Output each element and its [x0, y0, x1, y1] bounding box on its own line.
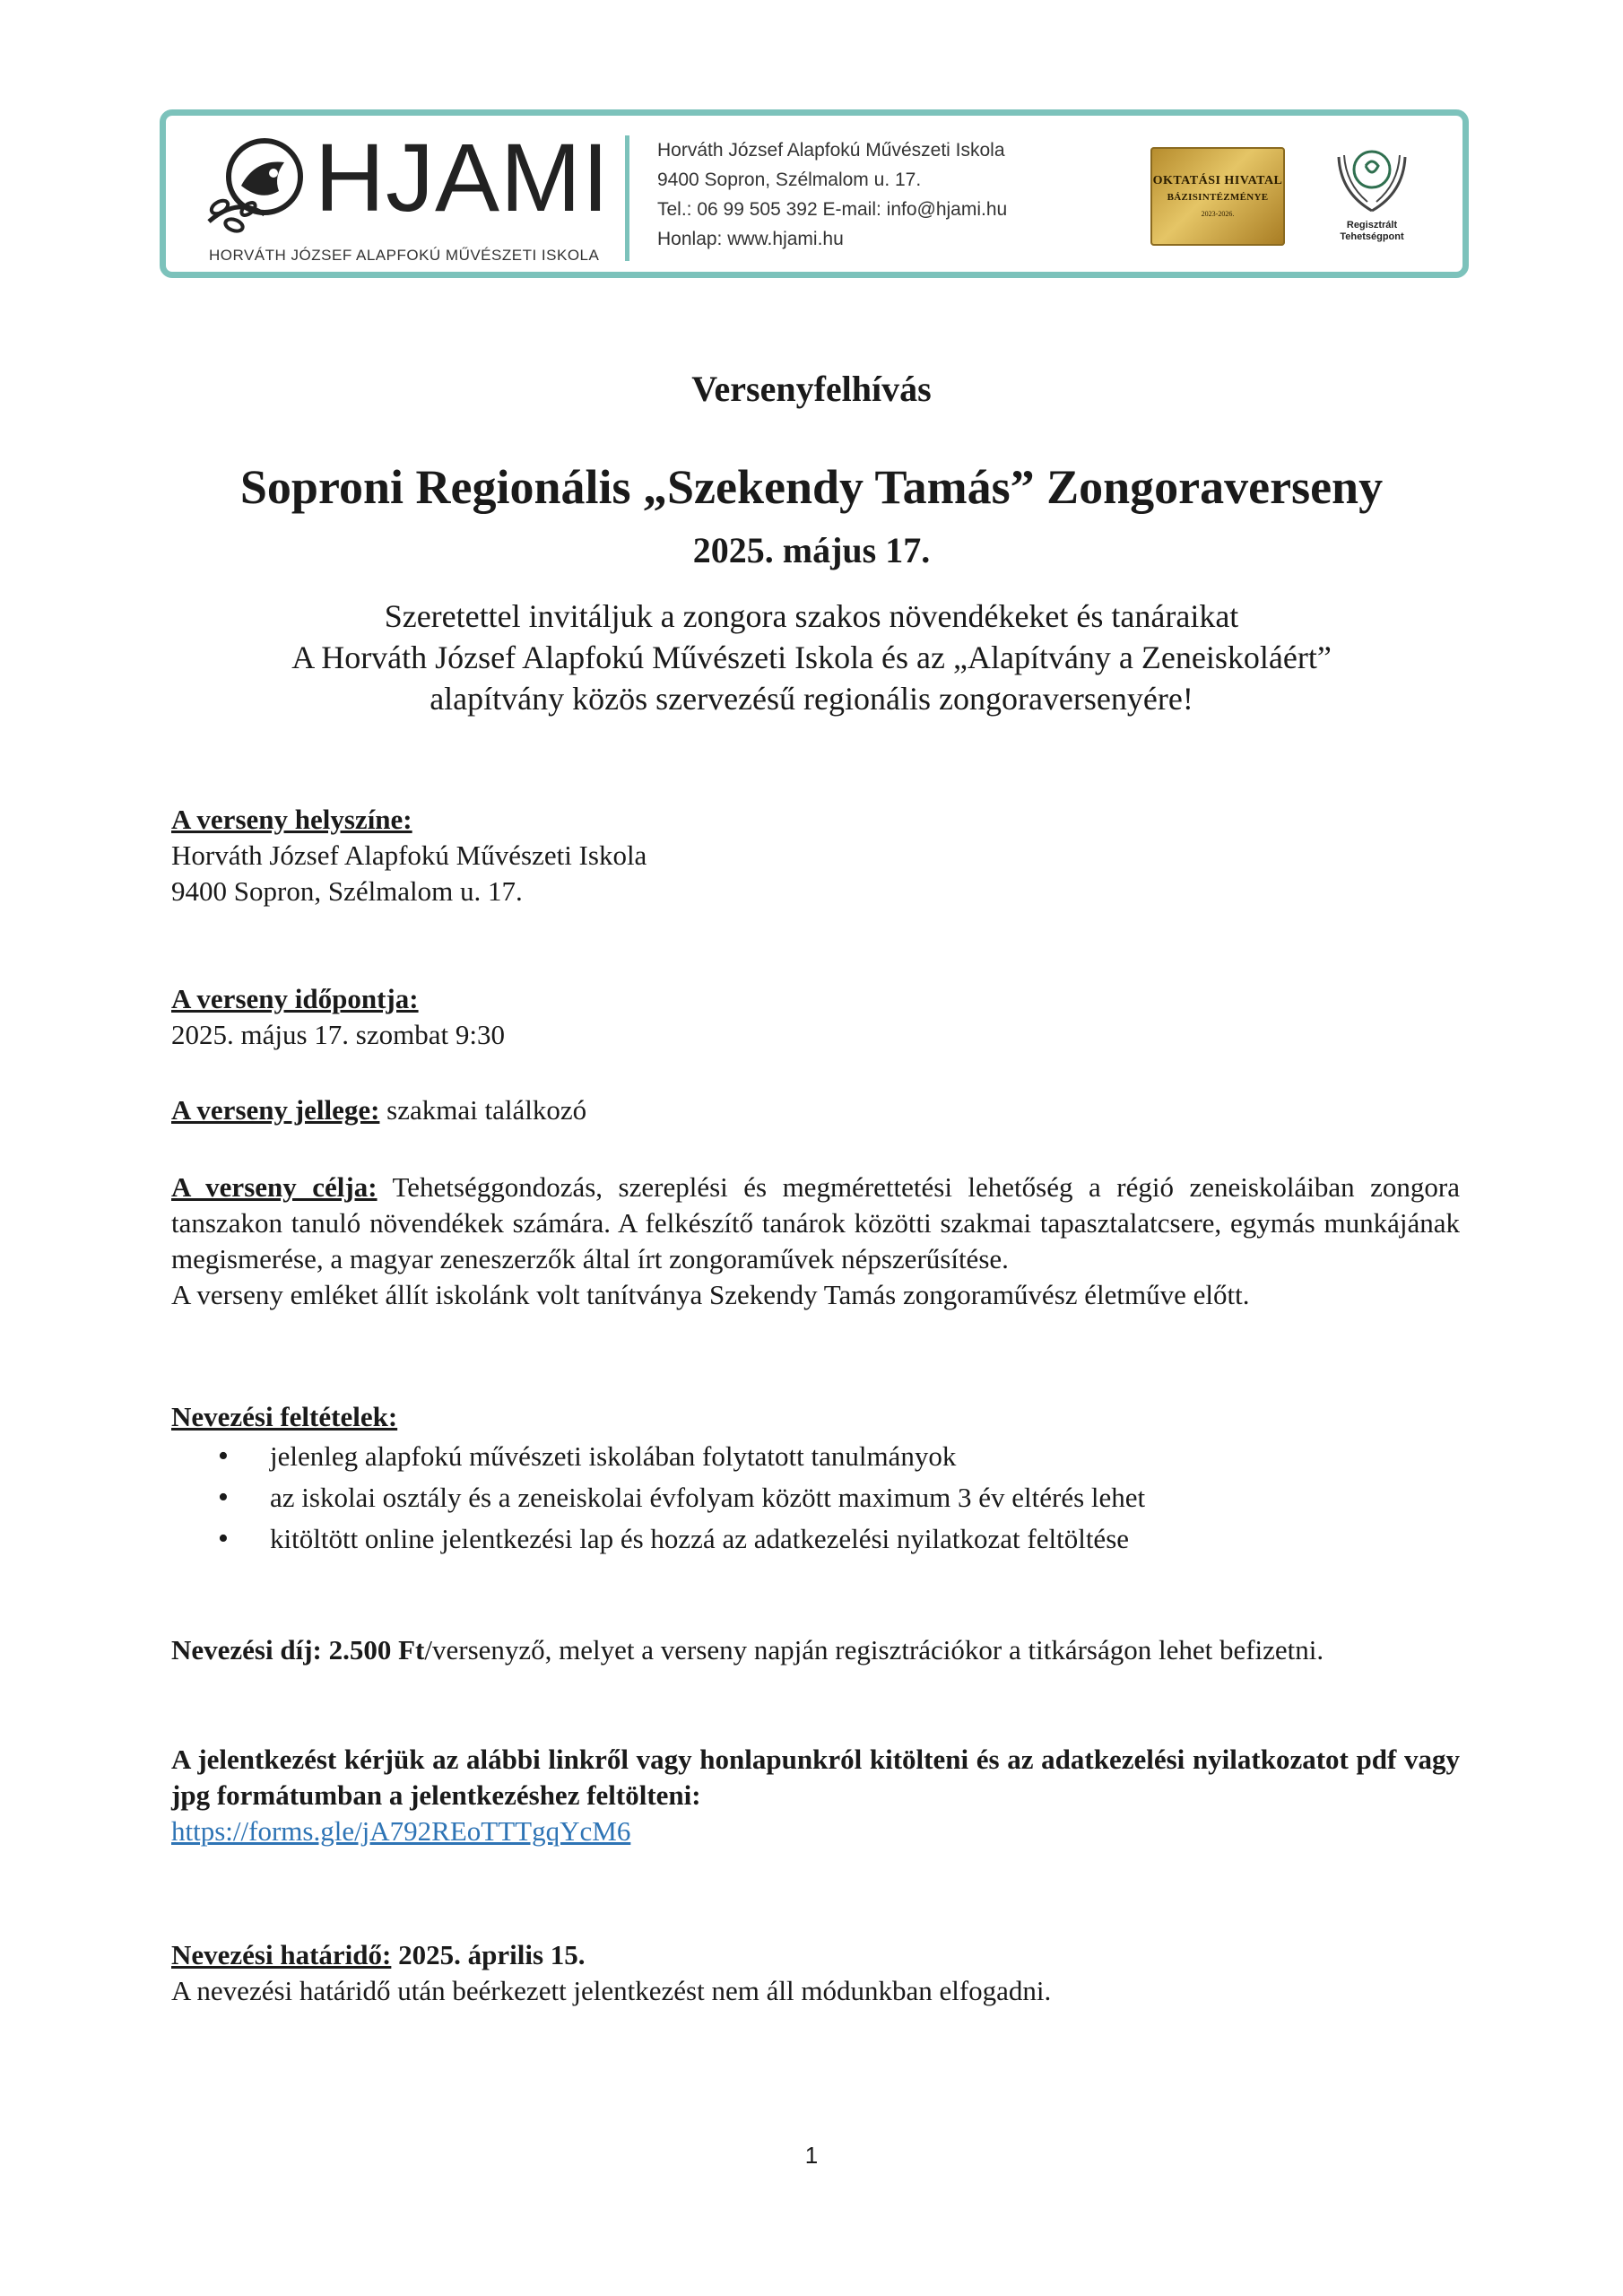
badge-line-3: 2023-2026. [1201, 210, 1235, 218]
logo-subtitle: HORVÁTH JÓZSEF ALAPFOKÚ MŰVÉSZETI ISKOLA [209, 247, 600, 264]
badge-line-2: BÁZISINTÉZMÉNYE [1167, 192, 1269, 203]
apply-section [171, 1742, 1460, 1849]
venue-line-2: 9400 Sopron, Szélmalom u. 17. [171, 875, 523, 907]
deadline-note: A nevezési határidő után beérkezett jelentkezést nem áll módunkban elfogadni. [171, 1975, 1052, 2006]
nature-value: szakmai találkozó [386, 1094, 587, 1126]
apply-text: A jelentkezést kérjük az alábbi linkről vagy honlapunkról kitölteni és az adatkezelési nyilatkozatot pdf vagy jpg formátumban a jelentkezéshez feltölteni: [171, 1744, 1460, 1811]
requirements-section [171, 1399, 1460, 1557]
time-label: A verseny időpontja: [171, 983, 419, 1014]
contact-school-name: Horváth József Alapfokú Művészeti Iskola [657, 140, 1005, 161]
contact-website: Honlap: www.hjami.hu [657, 229, 844, 249]
venue-line-1: Horváth József Alapfokú Művészeti Iskola [171, 839, 647, 871]
deadline-section [171, 1937, 1460, 2009]
nature-label: A verseny jellege: [171, 1094, 380, 1126]
competition-date: 2025. május 17. [692, 530, 931, 570]
fee-amount: 2.500 Ft [328, 1634, 425, 1665]
hjami-bird-logo-icon [202, 132, 314, 239]
venue-label: A verseny helyszíne: [171, 804, 412, 835]
document-heading: Versenyfelhívás [691, 369, 932, 409]
goal-section [171, 1170, 1460, 1277]
goal-text: Tehetséggondozás, szereplési és megmérettetési lehetőség a régió zeneiskoláiban zongora tanszakon tanuló növendékek számára. A felkészítő tanárok közötti szakmai tapasztalatcsere, egymás munkájának megismerése, a magyar zeneszerzők által írt zongoraművek népszerűsítése. [171, 1171, 1460, 1274]
intro-line-3: alapítvány közös szervezésű regionális zongoraversenyére! [430, 681, 1193, 717]
fee-text: /versenyző, melyet a verseny napján regisztrációkor a titkárságon lehet befizetni. [424, 1634, 1324, 1665]
letterhead-divider [625, 135, 629, 261]
time-section [171, 981, 1460, 1053]
contact-address: 9400 Sopron, Szélmalom u. 17. [657, 170, 922, 190]
fee-section [171, 1632, 1460, 1668]
competition-title: Soproni Regionális „Szekendy Tamás” Zongoraverseny [239, 460, 1384, 514]
requirement-item-3: • kitöltött online jelentkezési lap és hozzá az adatkezelési nyilatkozat feltöltése [171, 1521, 1460, 1557]
requirements-list [171, 1439, 1460, 1557]
talent-point-logo [1314, 139, 1430, 265]
goal-label: A verseny célja: [171, 1171, 378, 1203]
time-value: 2025. május 17. szombat 9:30 [171, 1019, 505, 1050]
talent-line-2: Tehetségpont [1340, 231, 1404, 242]
hands-icon [1332, 139, 1412, 220]
goal-memorial-text: A verseny emléket állít iskolánk volt tanítványa Szekendy Tamás zongoraművész életműve előtt. [171, 1279, 1250, 1310]
requirements-label: Nevezési feltételek: [171, 1401, 398, 1432]
requirement-item-1: • jelenleg alapfokú művészeti iskolában folytatott tanulmányok [171, 1439, 1460, 1474]
requirement-item-2: • az iskolai osztály és a zeneiskolai évfolyam között maximum 3 év eltérés lehet [171, 1480, 1460, 1516]
fee-label: Nevezési díj: [171, 1634, 322, 1665]
venue-section [171, 802, 1460, 909]
intro-line-1: Szeretettel invitáljuk a zongora szakos növendékeket és tanáraikat [384, 598, 1239, 634]
deadline-label: Nevezési határidő: [171, 1939, 392, 1970]
application-form-link[interactable]: https://forms.gle/jA792REoTTTgqYcM6 [171, 1815, 631, 1847]
page-number: 1 [804, 2142, 819, 2169]
contact-phone-email: Tel.: 06 99 505 392 E-mail: info@hjami.hu [657, 199, 1008, 220]
letterhead [160, 109, 1469, 278]
talent-line-1: Regisztrált [1346, 220, 1398, 230]
intro-line-2: A Horváth József Alapfokú Művészeti Iskola és az „Alapítvány a Zeneiskoláért” [291, 639, 1332, 675]
deadline-date: 2025. április 15. [398, 1939, 586, 1970]
badge-line-1: OKTATÁSI HIVATAL [1152, 174, 1283, 187]
invitation-text [0, 596, 1623, 719]
logo-wordmark: HJAMI [315, 123, 610, 231]
oktatasi-hivatal-badge [1150, 147, 1285, 246]
contact-block [657, 135, 1007, 254]
nature-section [171, 1092, 1460, 1128]
